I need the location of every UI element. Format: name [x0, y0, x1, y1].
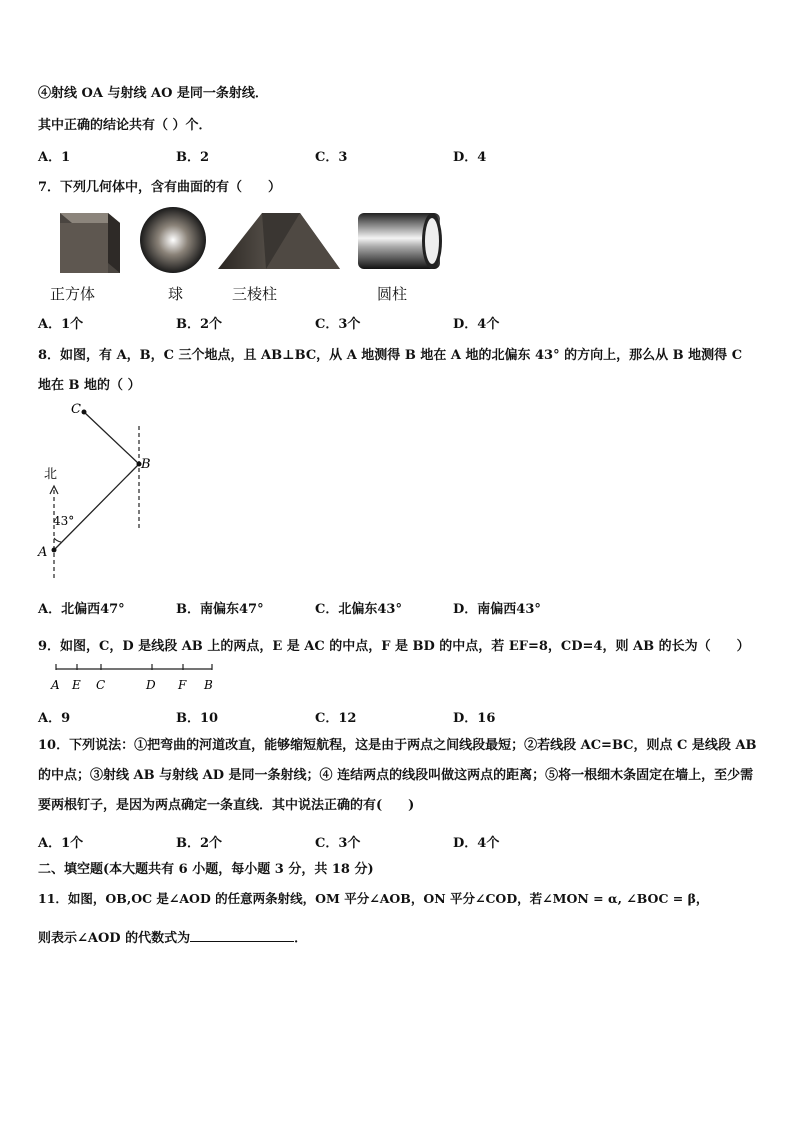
q7-option-a: A．1个 [38, 317, 84, 332]
q8-direction-figure [30, 398, 170, 583]
q9-segment-figure [44, 660, 224, 694]
q7-label-cylinder: 圆柱 [377, 285, 408, 303]
q11-answer-blank[interactable] [190, 927, 294, 942]
q9-point-b: B [204, 678, 213, 692]
q9-point-f: F [178, 678, 187, 692]
q9-option-d: D．16 [453, 711, 496, 726]
q10-option-d: D．4个 [453, 836, 500, 851]
q6-option-c: C．3 [315, 150, 348, 165]
q7-option-c: C．3个 [315, 317, 361, 332]
q8-stem-line2: 地在 B 地的（ ） [38, 378, 141, 393]
q6-stem: 其中正确的结论共有（ ）个． [38, 118, 212, 133]
q10-stem: 10．下列说法：①把弯曲的河道改直，能够缩短航程，这是由于两点之间线段最短；②若线段 AC=BC，则点 C 是线段 AB 的中点；③射线 AB 与射线 AD 是同一条射线；④ 连结两点的线段叫做这两点的距离；⑤将一根细木条固定在墙上，至少需要两根钉子，是因为两点确定一条直线．其中说法正确的有( ) [38, 738, 757, 813]
q6-option-a: A．1 [38, 150, 71, 165]
q9-point-d: D [146, 678, 156, 692]
q7-shapes-figure [40, 205, 460, 305]
q6-item4: ④射线 OA 与射线 AO 是同一条射线． [38, 86, 268, 101]
q10-option-a: A．1个 [38, 836, 84, 851]
q9-option-a: A．9 [38, 711, 71, 726]
cylinder-shape [358, 213, 442, 269]
q10-option-b: B．2个 [176, 836, 223, 851]
triangular-prism-shape [218, 213, 340, 269]
sphere-shape [140, 207, 206, 273]
q9-option-c: C．12 [315, 711, 357, 726]
q8-option-d: D．南偏西43° [453, 602, 541, 617]
q11-line2-text: 则表示∠AOD 的代数式为 [38, 931, 191, 946]
q8-option-c: C．北偏东43° [315, 602, 402, 617]
cube-shape [60, 213, 120, 273]
q8-option-b: B．南偏东47° [176, 602, 264, 617]
q11-line1: 11．如图，OB,OC 是∠AOD 的任意两条射线，OM 平分∠AOB，ON 平分∠COD，若∠MON = α, ∠BOC = β， [38, 891, 709, 906]
q7-option-b: B．2个 [176, 317, 223, 332]
q6-option-d: D．4 [453, 150, 487, 165]
q7-stem: 7．下列几何体中，含有曲面的有（ ） [38, 180, 282, 195]
q8-point-c: C [71, 402, 81, 417]
q8-point-b: B [141, 457, 151, 472]
q7-label-prism: 三棱柱 [232, 285, 278, 303]
geometric-solids-image [40, 205, 460, 280]
q7-label-cube: 正方体 [50, 285, 96, 303]
q8-option-a: A．北偏西47° [38, 602, 125, 617]
q8-point-a: A [38, 545, 48, 560]
q8-north-label: 北 [44, 467, 58, 482]
q10-option-c: C．3个 [315, 836, 361, 851]
q8-angle-label: 43° [53, 514, 75, 528]
q7-option-d: D．4个 [453, 317, 500, 332]
q9-point-c: C [96, 678, 106, 692]
section-heading-fill-blank: 二、填空题(本大题共有 6 小题，每小题 3 分，共 18 分) [38, 862, 374, 877]
q9-point-a: A [51, 678, 60, 692]
q11-line2: 则表示∠AOD 的代数式为 ． [38, 927, 307, 946]
q7-label-sphere: 球 [168, 285, 184, 303]
q8-stem-line1: 8．如图，有 A，B，C 三个地点，且 AB⊥BC，从 A 地测得 B 地在 A 地的北偏东 43° 的方向上，那么从 B 地测得 C [38, 348, 743, 363]
q6-option-b: B．2 [176, 150, 210, 165]
q9-stem: 9．如图，C，D 是线段 AB 上的两点，E 是 AC 的中点，F 是 BD 的中点，若 EF=8，CD=4，则 AB 的长为（ ） [38, 639, 750, 654]
q9-point-e: E [72, 678, 81, 692]
q9-option-b: B．10 [176, 711, 219, 726]
